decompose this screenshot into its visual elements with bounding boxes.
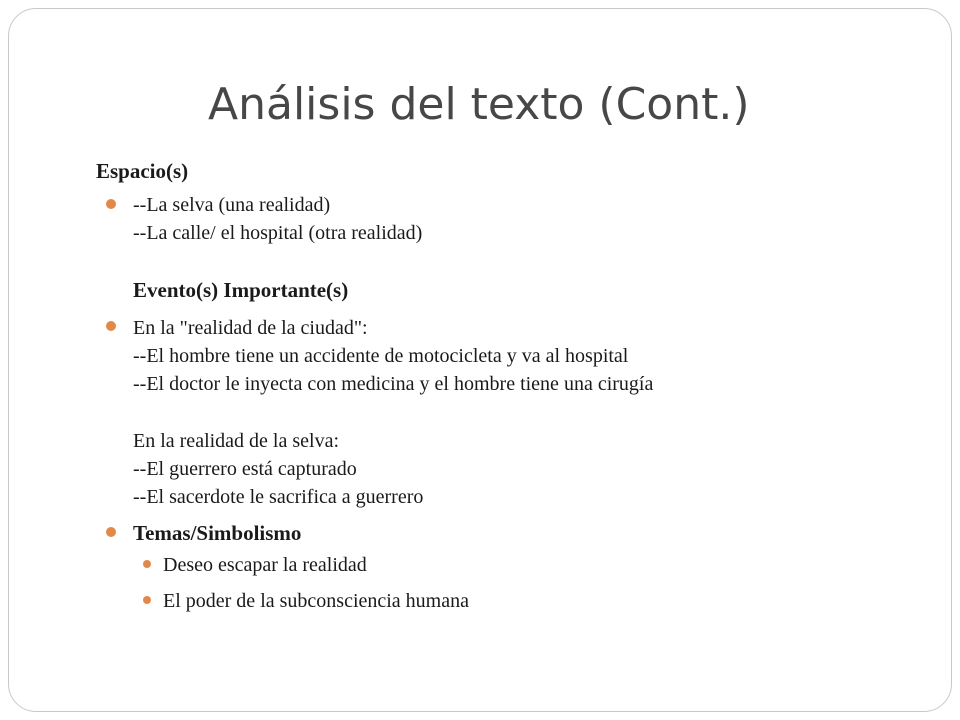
eventos-ciudad-line: --El hombre tiene un accidente de motocicleta y va al hospital — [133, 345, 629, 367]
temas-heading: Temas/Simbolismo — [133, 521, 302, 545]
bullet-icon — [106, 321, 116, 331]
espacio-line: --La selva (una realidad) — [133, 194, 331, 216]
eventos-ciudad-line: En la "realidad de la ciudad": — [133, 317, 368, 339]
bullet-icon — [106, 527, 116, 537]
eventos-selva-line: --El guerrero está capturado — [133, 458, 357, 480]
temas-item: Deseo escapar la realidad — [163, 554, 367, 576]
bullet-icon — [106, 199, 116, 209]
temas-item: El poder de la subconsciencia humana — [163, 590, 469, 612]
espacio-heading: Espacio(s) — [96, 159, 189, 183]
eventos-selva-line: --El sacerdote le sacrifica a guerrero — [133, 486, 424, 508]
sub-bullet-icon — [143, 596, 151, 604]
slide-title: Análisis del texto (Cont.) — [208, 79, 750, 130]
sub-bullet-icon — [143, 560, 151, 568]
eventos-selva-line: En la realidad de la selva: — [133, 430, 340, 452]
eventos-heading: Evento(s) Importante(s) — [133, 278, 349, 302]
eventos-ciudad-line: --El doctor le inyecta con medicina y el hombre tiene una cirugía — [133, 373, 654, 395]
espacio-line: --La calle/ el hospital (otra realidad) — [133, 222, 423, 244]
